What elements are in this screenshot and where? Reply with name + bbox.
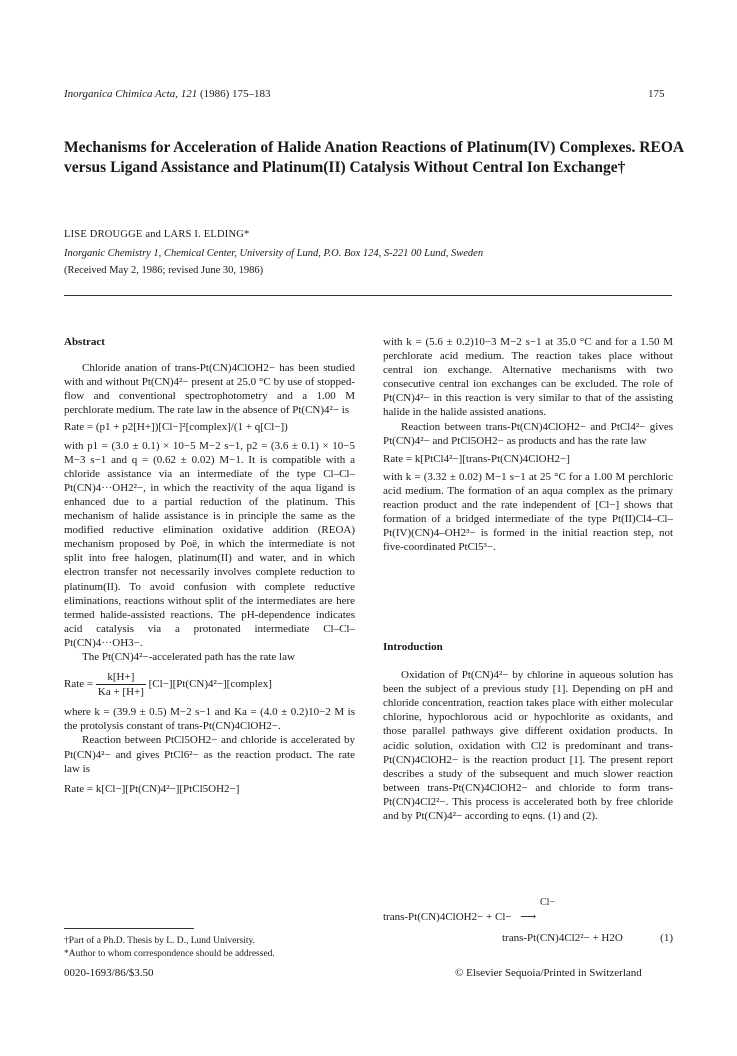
abstract-paragraph: with k = (5.6 ± 0.2)10−3 M−2 s−1 at 35.0 °C and for a 1.50 M perchlorate acid medium. The reaction takes place without central ion exchange. Alternative mechanisms with two consecutive central ion exchanges can be excluded. The role of Pt(CN)4²− in this reaction is very similar to that of the assisting halide in the halide assisted anations. [383, 336, 673, 419]
page-number: 175 [648, 88, 665, 100]
equation-1-lhs: trans-Pt(CN)4ClOH2− + Cl− [383, 911, 512, 923]
abstract-paragraph: with p1 = (3.0 ± 0.1) × 10−5 M−2 s−1, p2 = (3.6 ± 0.1) × 10−5 M−3 s−1 and q = (0.62 ± 0.02) M−1. It is compatible with a chloride assistance via an intermediate of the type Cl–Cl–Pt(CN)4···OH2²−, in which the reactivity of the aqua ligand is enhanced due to a partial reduction of the platinum. This mechanism of halide assistance is in principle the same as the modified reductive elimination oxidative addition (REOA) mechanism proposed by Poë, in which the intermediate is not split into free halogen, platinum(II) and water, and in which electron transfer not necessarily involves complete reduction to platinum(II). To avoid confusion with complete reductive eliminations, reactions without split of the intermediates are here termed halide-assisted reactions. The pH-dependence indicates acid catalysis via a protonated intermediate Cl–Cl–Pt(CN)4···OH3−. [64, 439, 355, 649]
introduction-section [383, 640, 673, 823]
paper-title: Mechanisms for Acceleration of Halide Anation Reactions of Platinum(IV) Complexes. REOA versus Ligand Assistance and Platinum(II) Catalysis Without Central Ion Exchange† [64, 139, 684, 176]
publisher-line: © Elsevier Sequoia/Printed in Switzerland [455, 967, 642, 979]
equation-1-reactants [383, 910, 536, 923]
abstract-paragraph: Reaction between trans-Pt(CN)4ClOH2− and PtCl4²− gives Pt(CN)4²− and PtCl5OH2− as products and has the rate law [383, 420, 673, 447]
equation-number: (1) [660, 932, 673, 944]
fraction-numerator: k[H+] [96, 670, 146, 685]
rate-law-equation: Rate = k[Cl−][Pt(CN)4²−][PtCl5OH2−] [64, 782, 240, 795]
equation-over-arrow: Cl− [540, 897, 556, 908]
fraction [96, 670, 146, 699]
left-column [64, 335, 355, 796]
abstract-paragraph: The Pt(CN)4²−-accelerated path has the rate law [82, 650, 295, 663]
introduction-heading: Introduction [383, 641, 443, 653]
affiliation: Inorganic Chemistry 1, Chemical Center, University of Lund, P.O. Box 124, S-221 00 Lund, Sweden [64, 248, 484, 259]
equation-rhs: [Cl−][Pt(CN)4²−][complex] [148, 678, 272, 691]
abstract-paragraph: Reaction between PtCl5OH2− and chloride is accelerated by Pt(CN)4²− and gives PtCl6²− as the reaction product. The rate law is [64, 734, 355, 775]
received-dates: (Received May 2, 1986; revised June 30, 1986) [64, 265, 264, 276]
journal-year-pages: (1986) 175–183 [197, 88, 271, 100]
footnote-thesis: †Part of a Ph.D. Thesis by L. D., Lund University. [64, 936, 256, 946]
abstract-paragraph: with k = (3.32 ± 0.02) M−1 s−1 at 25 °C for a 1.00 M perchloric acid medium. The formation of an aqua complex as the primary reaction product and the rate independent of [Cl−] shows that formation of a bridged intermediate of the type Pt(II)Cl4–Cl–Pt(IV)(CN)4–OH2³− is formed in the initial reaction step, not five-coordinated PtCl5³−. [383, 470, 673, 554]
equation-1-products [502, 932, 673, 944]
rate-law-equation: Rate = k[PtCl4²−][trans-Pt(CN)4ClOH2−] [383, 452, 570, 465]
abstract-heading: Abstract [64, 336, 105, 348]
equation-1-rhs: trans-Pt(CN)4Cl2²− + H2O [502, 932, 623, 944]
journal-name: Inorganica Chimica Acta, 121 [64, 88, 198, 100]
introduction-paragraph: Oxidation of Pt(CN)4²− by chlorine in aqueous solution has been the subject of a previous study [1]. Depending on pH and chloride concentration, reaction takes place with either molecular chlorine, hypochlorous acid or hypochlorite as oxidants, and those parallel pathways give different oxidation products. In acidic solution, oxidation with Cl2 is predominant and trans-Pt(CN)4ClOH2− is the reaction product [1]. The present report describes a study of the subsequent and much slower reaction between trans-Pt(CN)4ClOH2− and chloride to form trans-Pt(CN)4Cl2²−. This process is accelerated both by free chloride and by Pt(CN)4²− according to eqns. (1) and (2). [383, 669, 673, 823]
equation-lhs: Rate = [64, 678, 94, 691]
title-rule [64, 295, 672, 296]
article-code: 0020-1693/86/$3.50 [64, 967, 154, 979]
rate-law-equation: Rate = (p1 + p2[H+])[Cl−]²[complex]/(1 + q[Cl−]) [64, 421, 288, 434]
reaction-arrow: ⟶ [520, 911, 537, 923]
fraction-denominator: Ka + [H+] [97, 686, 144, 699]
authors: LISE DROUGGE and LARS I. ELDING* [64, 229, 250, 240]
journal-citation [64, 88, 271, 100]
abstract-paragraph: Chloride anation of trans-Pt(CN)4ClOH2− has been studied with and without Pt(CN)4²− present at 25.0 °C by use of stopped-flow and conventional spectrophotometry and a 1.00 M perchlorate medium. The rate law in the absence of Pt(CN)4²− is [64, 362, 355, 417]
abstract-paragraph: where k = (39.9 ± 0.5) M−2 s−1 and Ka = (4.0 ± 0.2)10−2 M is the protolysis constant of trans-Pt(CN)4ClOH2−. [64, 706, 355, 733]
rate-law-fraction-equation [64, 670, 355, 699]
right-column [383, 335, 673, 554]
footnote-rule [64, 928, 194, 929]
footnote-correspondence: *Author to whom correspondence should be addressed. [64, 949, 275, 959]
